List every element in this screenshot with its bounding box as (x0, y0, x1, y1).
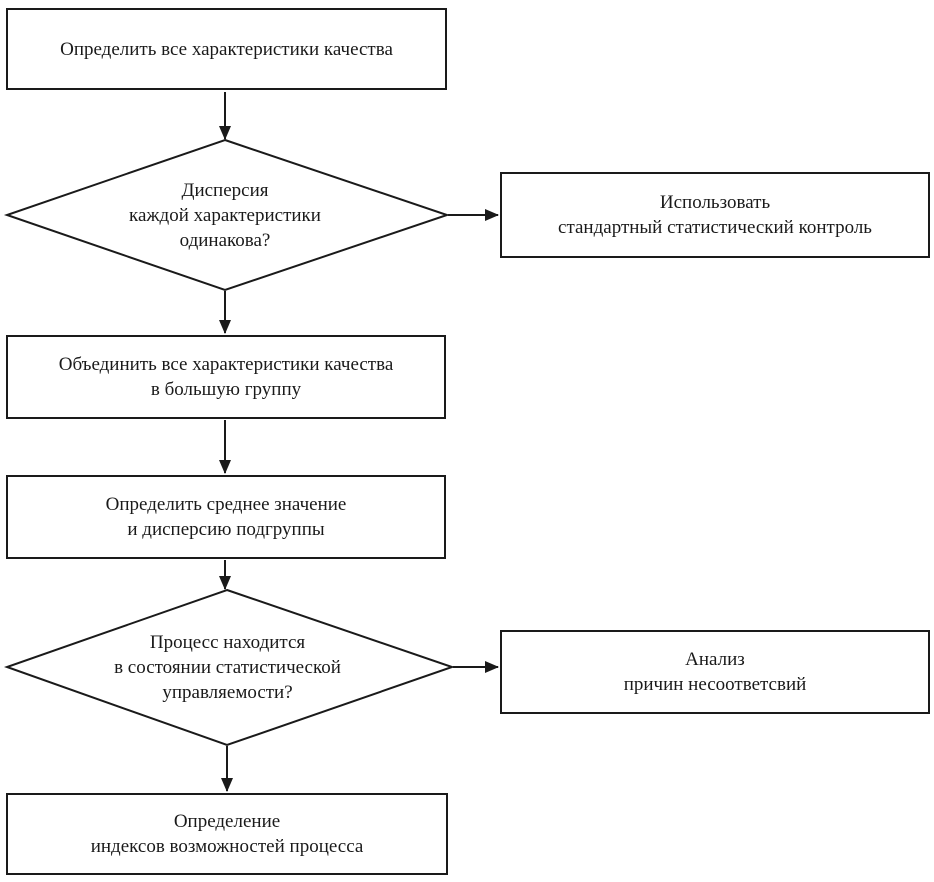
decision-process-in-control-shape (7, 590, 452, 745)
node-text-line: управляемости? (162, 681, 293, 703)
node-text-line: Анализ (685, 649, 745, 670)
node-text-line: Использовать (659, 192, 771, 213)
node-standard-control (500, 172, 930, 258)
node-text-line: причин несоответсвий (623, 674, 807, 695)
node-text-line: Определение (173, 811, 281, 832)
node-text-line: каждой характеристики (129, 204, 321, 226)
node-text-line: в состоянии статистической (114, 656, 341, 678)
node-text-line: одинакова? (179, 229, 271, 251)
node-text-line: Процесс находится (149, 631, 306, 653)
node-text-line: стандартный статистический контроль (558, 217, 872, 238)
node-text-line: и дисперсию подгруппы (127, 519, 325, 540)
node-combine-group (6, 335, 446, 419)
node-cause-analysis (500, 630, 930, 714)
node-text-line: Определить все характеристики качества (60, 38, 393, 60)
node-text-line: в большую группу (150, 379, 302, 400)
node-define-characteristics (6, 8, 447, 90)
node-text-line: Объединить все характеристики качества (58, 354, 394, 375)
node-mean-dispersion (6, 475, 446, 559)
node-text-line: Дисперсия (181, 179, 269, 201)
decision-dispersion-equal-shape (7, 140, 447, 290)
node-text-line: индексов возможностей процесса (90, 836, 364, 857)
node-capability-indices (6, 793, 448, 875)
node-text-line: Определить среднее значение (105, 494, 347, 515)
